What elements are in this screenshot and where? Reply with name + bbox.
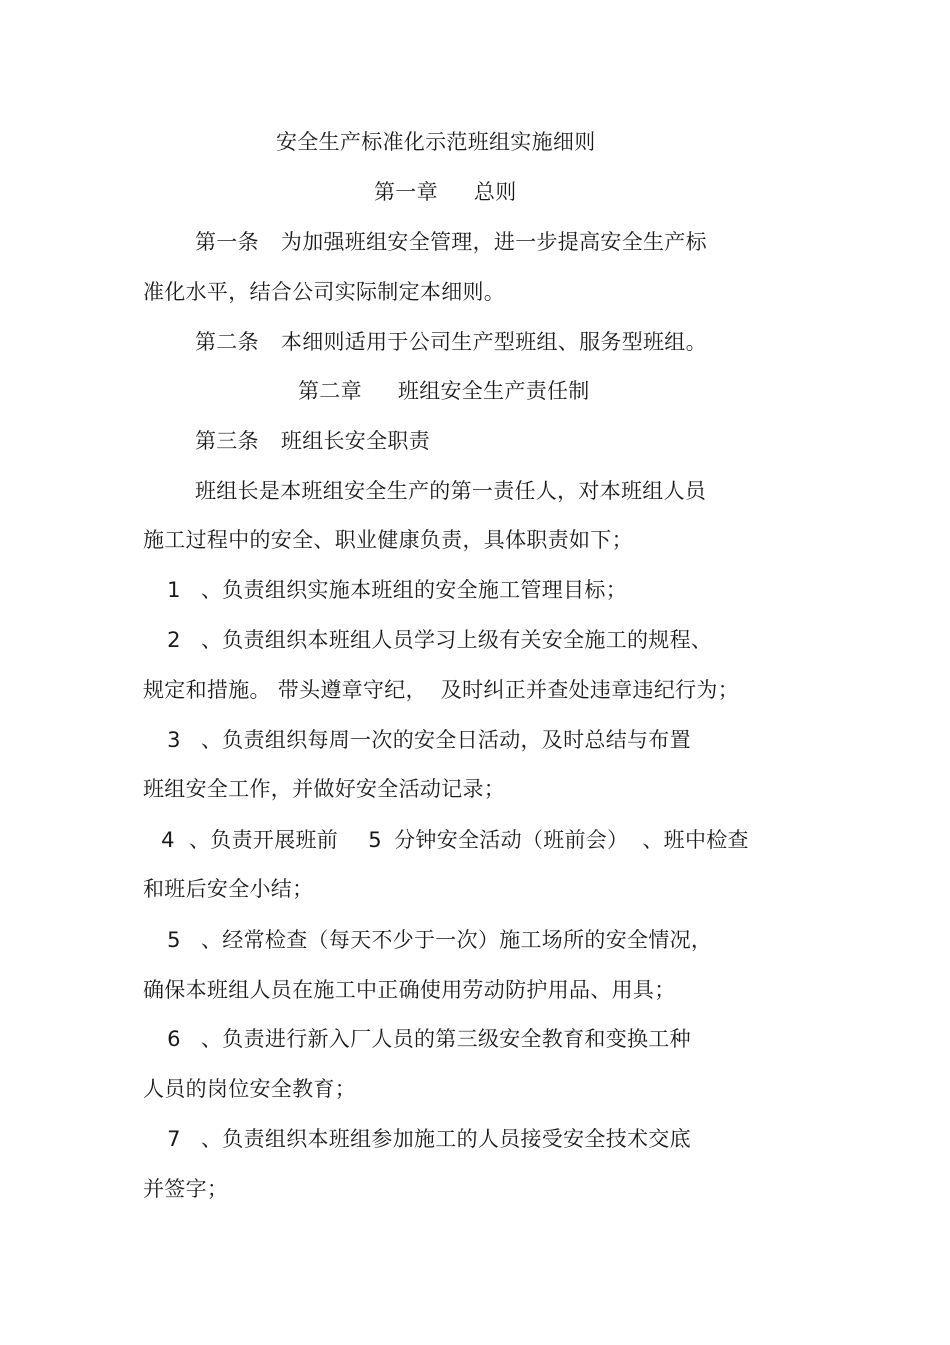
item-4-line-1 [153,825,749,855]
item-5-text: 、经常检查（每天不少于一次）施工场所的安全情况， [201,928,713,952]
chapter-2-name: 班组安全生产责任制 [397,379,590,403]
item-5-line-1 [159,925,712,955]
article-1-label: 第一条 [195,230,259,254]
item-6-line-2: 人员的岗位安全教育； [143,1077,356,1101]
chapter-2-number: 第二章 [298,379,362,403]
item-4-line-2: 和班后安全小结； [143,877,314,901]
item-1-text: 、负责组织实施本班组的安全施工管理目标； [201,578,627,602]
chapter-2-heading [298,376,590,406]
item-3-line-1 [159,725,691,755]
chapter-1-heading [374,177,517,207]
item-5-number: 5 [167,928,181,952]
chapter-1-name: 总则 [473,180,517,204]
item-2-line-1 [159,625,712,655]
document-title: 安全生产标准化示范班组实施细则 [276,130,596,154]
article-1-text: 为加强班组安全管理，进一步提高安全生产标 [280,230,707,254]
item-2-line-2: 规定和措施。 带头遵章守纪， 及时纠正并查处违章违纪行为； [143,678,740,702]
article-1-line-2: 准化水平，结合公司实际制定本细则。 [143,280,506,304]
item-6-number: 6 [167,1027,181,1051]
article-3-label: 第三条 [195,429,259,453]
article-2-text: 本细则适用于公司生产型班组、服务型班组。 [280,330,707,354]
item-7-line-2: 并签字； [143,1177,229,1201]
intro-line-1: 班组长是本班组安全生产的第一责任人，对本班组人员 [195,479,707,503]
article-3 [195,426,430,456]
item-5-line-2: 确保本班组人员在施工中正确使用劳动防护用品、用具； [143,978,676,1002]
item-6-text: 、负责进行新入厂人员的第三级安全教育和变换工种 [201,1027,691,1051]
item-7-text: 、负责组织本班组参加施工的人员接受安全技术交底 [201,1127,691,1151]
item-4-text-b: 分钟安全活动（班前会） 、班中检查 [394,828,749,852]
item-2-text: 、负责组织本班组人员学习上级有关安全施工的规程、 [201,628,713,652]
item-3-line-2: 班组安全工作，并做好安全活动记录； [143,777,506,801]
item-3-number: 3 [167,728,181,752]
intro-line-2: 施工过程中的安全、职业健康负责，具体职责如下； [143,528,633,552]
item-7-line-1 [159,1124,691,1154]
item-7-number: 7 [167,1127,181,1151]
item-4-minutes: 5 [368,828,382,852]
item-4-number: 4 [161,828,175,852]
chapter-1-number: 第一章 [374,180,438,204]
item-1-number: 1 [167,578,181,602]
article-1-line-1 [195,227,707,257]
item-1 [159,575,627,605]
article-2-label: 第二条 [195,330,259,354]
item-2-number: 2 [167,628,181,652]
item-3-text: 、负责组织每周一次的安全日活动，及时总结与布置 [201,728,691,752]
article-2 [195,327,707,357]
item-6-line-1 [159,1024,691,1054]
article-3-title: 班组长安全职责 [280,429,431,453]
item-4-text-a: 、负责开展班前 [189,828,339,852]
